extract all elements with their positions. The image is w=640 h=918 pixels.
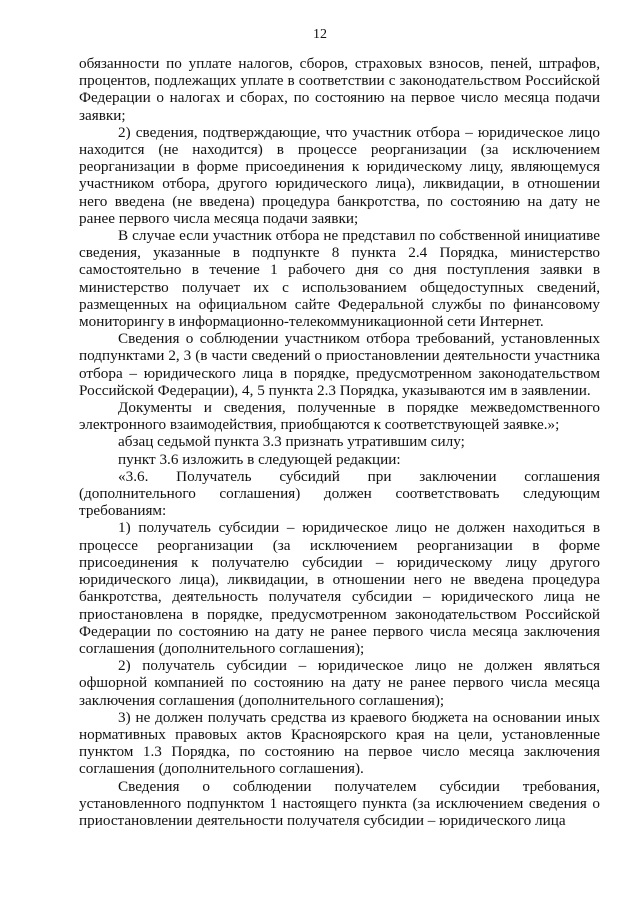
- paragraph: 2) получатель субсидии – юридическое лицо не должен являться офшорной компанией по состоянию на дату не ранее первого числа месяца заключения соглашения (дополнительного соглашения);: [79, 657, 600, 709]
- paragraph: 2) сведения, подтверждающие, что участник отбора – юридическое лицо находится (не находится) в процессе реорганизации (за исключением реорганизации в форме присоединения к юридическому лицу, являющемуся участником отбора, другого юридического лица), ликвидации, в отношении него введена (не введена) процедура банкротства, по состоянию на дату не ранее первого числа месяца подачи заявки;: [79, 123, 600, 227]
- page-number: 12: [313, 27, 327, 42]
- paragraph: 3) не должен получать средства из краевого бюджета на основании иных нормативных правовых актов Красноярского края на цели, установленные пунктом 1.3 Порядка, по состоянию на первое число месяца заключения соглашения (дополнительного соглашения).: [79, 708, 600, 778]
- paragraph: Сведения о соблюдении получателем субсидии требования, установленного подпунктом 1 настоящего пункта (за исключением сведения о приостановлении деятельности получателя субсидии – юридического лица: [79, 777, 600, 829]
- paragraph: пункт 3.6 изложить в следующей редакции:: [118, 450, 401, 468]
- paragraph: В случае если участник отбора не представил по собственной инициативе сведения, указанные в подпункте 8 пункта 2.4 Порядка, министерство самостоятельно в течение 1 рабочего дня со дня поступления заявки в министерство получает их с использованием общедоступных сведений, размещенных на официальном сайте Федеральной службы по финансовому мониторингу в информационно-телекоммуникационной сети Интернет.: [79, 227, 600, 331]
- paragraph-continuation: обязанности по уплате налогов, сборов, страховых взносов, пеней, штрафов, процентов, подлежащих уплате в соответствии с законодательством Российской Федерации о налогах и сборах, по состоянию на первое число месяца подачи заявки;: [79, 55, 600, 124]
- paragraph: 1) получатель субсидии – юридическое лицо не должен находиться в процессе реорганизации (за исключением реорганизации в форме присоединения к получателю субсидии – юридическому лицу другого юридического лица), ликвидации, в отношении него не введена процедура банкротства, деятельность получателя субсидии – юридического лица не приостановлена в порядке, предусмотренном законодательством Российской Федерации по состоянию на дату не ранее первого числа месяца заключения соглашения (дополнительного соглашения);: [79, 519, 600, 657]
- paragraph: абзац седьмой пункта 3.3 признать утратившим силу;: [118, 433, 465, 451]
- paragraph: «3.6. Получатель субсидий при заключении соглашения (дополнительного соглашения) должен соответствовать следующим требованиям:: [79, 467, 600, 520]
- document-body: [79, 55, 600, 829]
- paragraph: Сведения о соблюдении участником отбора требований, установленных подпунктами 2, 3 (в части сведений о приостановлении деятельности участника отбора – юридического лица в порядке, предусмотренном законодательством Российской Федерации), 4, 5 пункта 2.3 Порядка, указываются им в заявлении.: [79, 330, 600, 399]
- paragraph: Документы и сведения, полученные в порядке межведомственного электронного взаимодействия, приобщаются к соответствующей заявке.»;: [79, 399, 600, 434]
